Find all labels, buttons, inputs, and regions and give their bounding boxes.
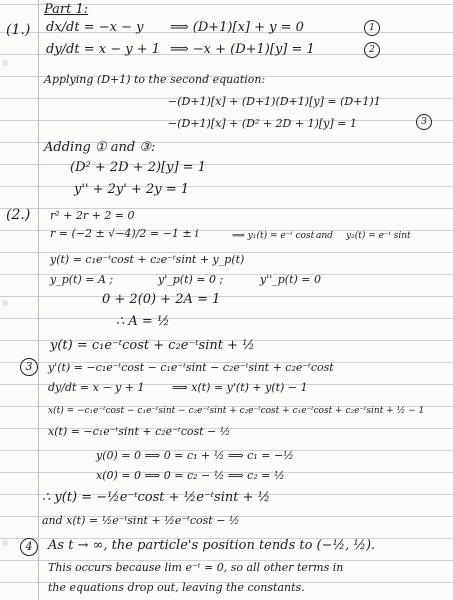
initial-condition-y: y(0) = 0 ⟹ 0 = c₁ + ½ ⟹ c₁ = −½ (96, 449, 294, 462)
conclusion-line-3: the equations drop out, leaving the constants. (48, 581, 305, 594)
circled-1: 1 (364, 20, 380, 36)
y-final: ∴ y(t) = −½e⁻ᵗcost + ½e⁻ᵗsint + ½ (42, 490, 271, 505)
eq1-rhs: ⟹ (D+1)[x] + y = 0 (170, 20, 304, 35)
general-solution: y(t) = c₁e⁻ᵗcost + c₂e⁻ᵗsint + y_p(t) (50, 253, 245, 266)
A-value: ∴ A = ½ (116, 314, 170, 329)
particular-second-derivative: y''_p(t) = 0 (260, 273, 322, 286)
particular-first-derivative: y'_p(t) = 0 ; (158, 273, 224, 286)
page-title: Part 1: (44, 2, 89, 17)
y-solution: y(t) = c₁e⁻ᵗcost + c₂e⁻ᵗsint + ½ (50, 338, 255, 353)
conclusion-line-2: This occurs because lim e⁻ᵗ = 0, so all other terms in (48, 561, 344, 574)
x-from-y: ⟹ x(t) = y'(t) + y(t) − 1 (172, 381, 308, 394)
circled-problem-4: 4 (20, 538, 38, 556)
problem-label-1: (1.) (6, 22, 31, 38)
sum-line-1: (D² + 2D + 2)[y] = 1 (70, 160, 206, 175)
apply-line-1: −(D+1)[x] + (D+1)(D+1)[y] = (D+1)1 (168, 95, 381, 108)
initial-condition-x: x(0) = 0 ⟹ 0 = c₂ − ½ ⟹ c₂ = ½ (96, 469, 285, 482)
circled-problem-3: 3 (20, 358, 38, 376)
conclusion-line-1: As t → ∞, the particle's position tends to (−½, ½). (48, 538, 376, 553)
y1-solution: ⟹ y₁(t) = e⁻ᵗ cost (232, 231, 315, 241)
sum-line-2: y'' + 2y' + 2y = 1 (74, 182, 190, 197)
adding-note: Adding ① and ③: (44, 140, 156, 155)
eq2-rhs: ⟹ −x + (D+1)[y] = 1 (170, 42, 315, 57)
applying-note: Applying (D+1) to the second equation: (44, 73, 266, 86)
problem-label-2: (2.) (6, 207, 31, 223)
dy-dt-equation: dy/dt = x − y + 1 (48, 381, 145, 394)
x-expanded: x(t) = −c₁e⁻ᵗcost − c₁e⁻ᵗsint − c₂e⁻ᵗsint + c₂e⁻ᵗcost + c₁e⁻ᵗcost + c₂e⁻ᵗsint + ½ − 1 (48, 406, 425, 416)
eq1-lhs: dx/dt = −x − y (46, 20, 144, 35)
circled-2: 2 (364, 42, 380, 58)
substitution: 0 + 2(0) + 2A = 1 (102, 292, 221, 307)
circled-3: 3 (416, 114, 432, 130)
char-equation: r² + 2r + 2 = 0 (50, 209, 135, 222)
y-derivative: y'(t) = −c₁e⁻ᵗcost − c₁e⁻ᵗsint − c₂e⁻ᵗsint + c₂e⁻ᵗcost (48, 361, 334, 374)
particular-guess: y_p(t) = A ; (50, 273, 114, 286)
and-word: and (316, 231, 333, 241)
x-final: and x(t) = ½e⁻ᵗsint + ½e⁻ᵗcost − ½ (42, 514, 240, 527)
margin-line (38, 0, 39, 600)
apply-line-2: −(D+1)[x] + (D² + 2D + 1)[y] = 1 (168, 117, 357, 130)
eq2-lhs: dy/dt = x − y + 1 (46, 42, 161, 57)
y2-solution: y₂(t) = e⁻ᵗ sint (346, 231, 411, 241)
x-simplified: x(t) = −c₁e⁻ᵗsint + c₂e⁻ᵗcost − ½ (48, 425, 231, 438)
binder-holes (2, 0, 8, 600)
roots: r = (−2 ± √−4)/2 = −1 ± i (50, 227, 199, 240)
